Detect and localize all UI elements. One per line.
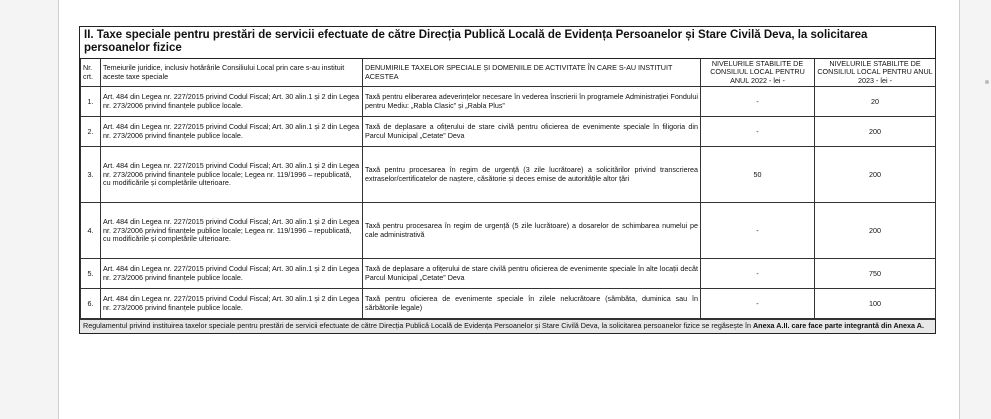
row-nr: 2.: [81, 117, 101, 147]
row-legal-basis: Art. 484 din Legea nr. 227/2015 privind Codul Fiscal; Art. 30 alin.1 și 2 din Legea nr. 273/2006 privind finanțele publice locale.: [101, 117, 363, 147]
row-value-2022: -: [701, 203, 815, 259]
row-legal-basis: Art. 484 din Legea nr. 227/2015 privind Codul Fiscal; Art. 30 alin.1 și 2 din Legea nr. 273/2006 privind finanțele publice locale; Legea nr. 119/1996 – republicată, cu modificările și completările ulterioare.: [101, 147, 363, 203]
row-value-2023: 750: [815, 259, 936, 289]
row-value-2023: 200: [815, 117, 936, 147]
document-page: [58, 0, 960, 419]
table-row: [81, 147, 936, 203]
scroll-marker: [985, 80, 989, 84]
header-fee-name: DENUMIRILE TAXELOR SPECIALE ȘI DOMENIILE DE ACTIVITATE ÎN CARE S-AU INSTITUIT ACESTEA: [363, 59, 701, 87]
row-value-2023: 200: [815, 147, 936, 203]
row-fee-name: Taxă de deplasare a ofițerului de stare civilă pentru oficierea de evenimente speciale în alte locații decât Parcul Municipal „Cetate” Deva: [363, 259, 701, 289]
row-value-2022: -: [701, 87, 815, 117]
row-value-2022: -: [701, 259, 815, 289]
row-nr: 4.: [81, 203, 101, 259]
table-row: [81, 289, 936, 319]
row-fee-name: Taxă pentru oficierea de evenimente speciale în zilele nelucrătoare (sâmbăta, duminica sau în sărbătorile legale): [363, 289, 701, 319]
table-row: [81, 87, 936, 117]
table-row: [81, 259, 936, 289]
row-value-2023: 200: [815, 203, 936, 259]
header-level-2022: NIVELURILE STABILITE DE CONSILIUL LOCAL PENTRU ANUL 2022 - lei -: [701, 59, 815, 87]
header-legal-basis: Temeiurile juridice, inclusiv hotărârile Consiliului Local prin care s-au instituit aceste taxe speciale: [101, 59, 363, 87]
row-fee-name: Taxă de deplasare a ofițerului de stare civilă pentru oficierea de evenimente speciale în filigoria din Parcul Municipal „Cetate” Deva: [363, 117, 701, 147]
footer-bold-reference: Anexa A.II. care face parte integrantă din Anexa A.: [752, 321, 924, 331]
row-nr: 1.: [81, 87, 101, 117]
row-value-2022: -: [701, 117, 815, 147]
row-value-2023: 100: [815, 289, 936, 319]
fees-table: [80, 59, 936, 319]
row-legal-basis: Art. 484 din Legea nr. 227/2015 privind Codul Fiscal; Art. 30 alin.1 și 2 din Legea nr. 273/2006 privind finanțele publice locale; Legea nr. 119/1996 – republicată, cu modificările și completările ulterioare.: [101, 203, 363, 259]
table-header-row: [81, 59, 936, 87]
table-footer-note: [80, 319, 935, 333]
row-nr: 5.: [81, 259, 101, 289]
header-level-2023: NIVELURILE STABILITE DE CONSILIUL LOCAL PENTRU ANUL 2023 - lei -: [815, 59, 936, 87]
row-fee-name: Taxă pentru procesarea în regim de urgență (3 zile lucrătoare) a solicitărilor privind transcrierea extraselor/certificatelor de naștere, căsătorie și deces emise de autoritățile altor țări: [363, 147, 701, 203]
header-nr: Nr. crt.: [81, 59, 101, 87]
section-title: II. Taxe speciale pentru prestări de servicii efectuate de către Direcția Publică Locală de Evidența Persoanelor și Stare Civilă Deva, la solicitarea persoanelor fizice: [80, 27, 935, 59]
table-row: [81, 203, 936, 259]
row-nr: 3.: [81, 147, 101, 203]
row-legal-basis: Art. 484 din Legea nr. 227/2015 privind Codul Fiscal; Art. 30 alin.1 și 2 din Legea nr. 273/2006 privind finanțele publice locale.: [101, 289, 363, 319]
row-value-2022: 50: [701, 147, 815, 203]
row-legal-basis: Art. 484 din Legea nr. 227/2015 privind Codul Fiscal; Art. 30 alin.1 și 2 din Legea nr. 273/2006 privind finanțele publice locale.: [101, 87, 363, 117]
row-legal-basis: Art. 484 din Legea nr. 227/2015 privind Codul Fiscal; Art. 30 alin.1 și 2 din Legea nr. 273/2006 privind finanțele publice locale.: [101, 259, 363, 289]
row-value-2022: -: [701, 289, 815, 319]
row-nr: 6.: [81, 289, 101, 319]
footer-text: Regulamentul privind instituirea taxelor speciale pentru prestări de servicii efectuate de către Direcția Publică Locală de Evidența Persoanelor și Stare Civilă Deva, la solicitarea persoanelor fizice se regăsește în: [83, 321, 751, 331]
fee-section: [79, 26, 936, 334]
row-fee-name: Taxă pentru eliberarea adeverințelor necesare în vederea înscrierii în programele Administrației Fondului pentru Mediu: „Rabla Clasic” și „Rabla Plus”: [363, 87, 701, 117]
row-value-2023: 20: [815, 87, 936, 117]
table-row: [81, 117, 936, 147]
row-fee-name: Taxă pentru procesarea în regim de urgență (5 zile lucrătoare) a dosarelor de schimbarea numelui pe cale administrativă: [363, 203, 701, 259]
